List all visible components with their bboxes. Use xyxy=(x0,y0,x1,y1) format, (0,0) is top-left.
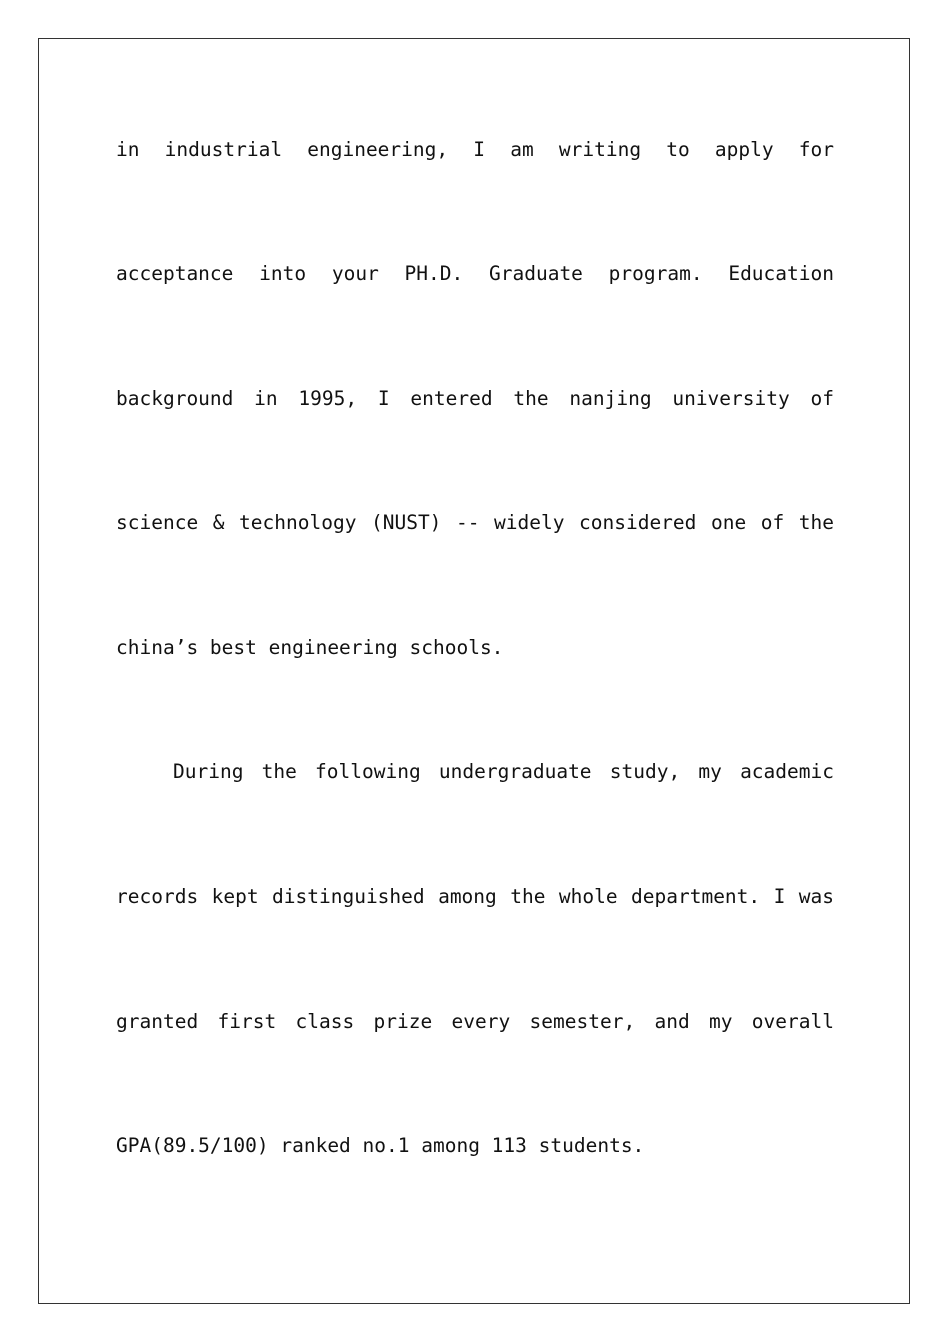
text-line-4: science & technology (NUST) -- widely considered one of the xyxy=(116,511,834,534)
page-frame xyxy=(38,38,910,1304)
text-line-1: in industrial engineering, I am writing to apply for xyxy=(116,138,834,161)
paragraph-2-line-4: GPA(89.5/100) ranked no.1 among 113 students. xyxy=(116,1134,645,1157)
paragraph-2-line-1: During the following undergraduate study, my academic xyxy=(173,760,834,783)
text-line-3: background in 1995, I entered the nanjing university of xyxy=(116,387,834,410)
text-line-5: china’s best engineering schools. xyxy=(116,636,504,659)
paragraph-2-line-2: records kept distinguished among the whole department. I was xyxy=(116,885,834,908)
text-line-2: acceptance into your PH.D. Graduate program. Education xyxy=(116,262,834,285)
paragraph-2-line-3: granted first class prize every semester, and my overall xyxy=(116,1010,834,1033)
